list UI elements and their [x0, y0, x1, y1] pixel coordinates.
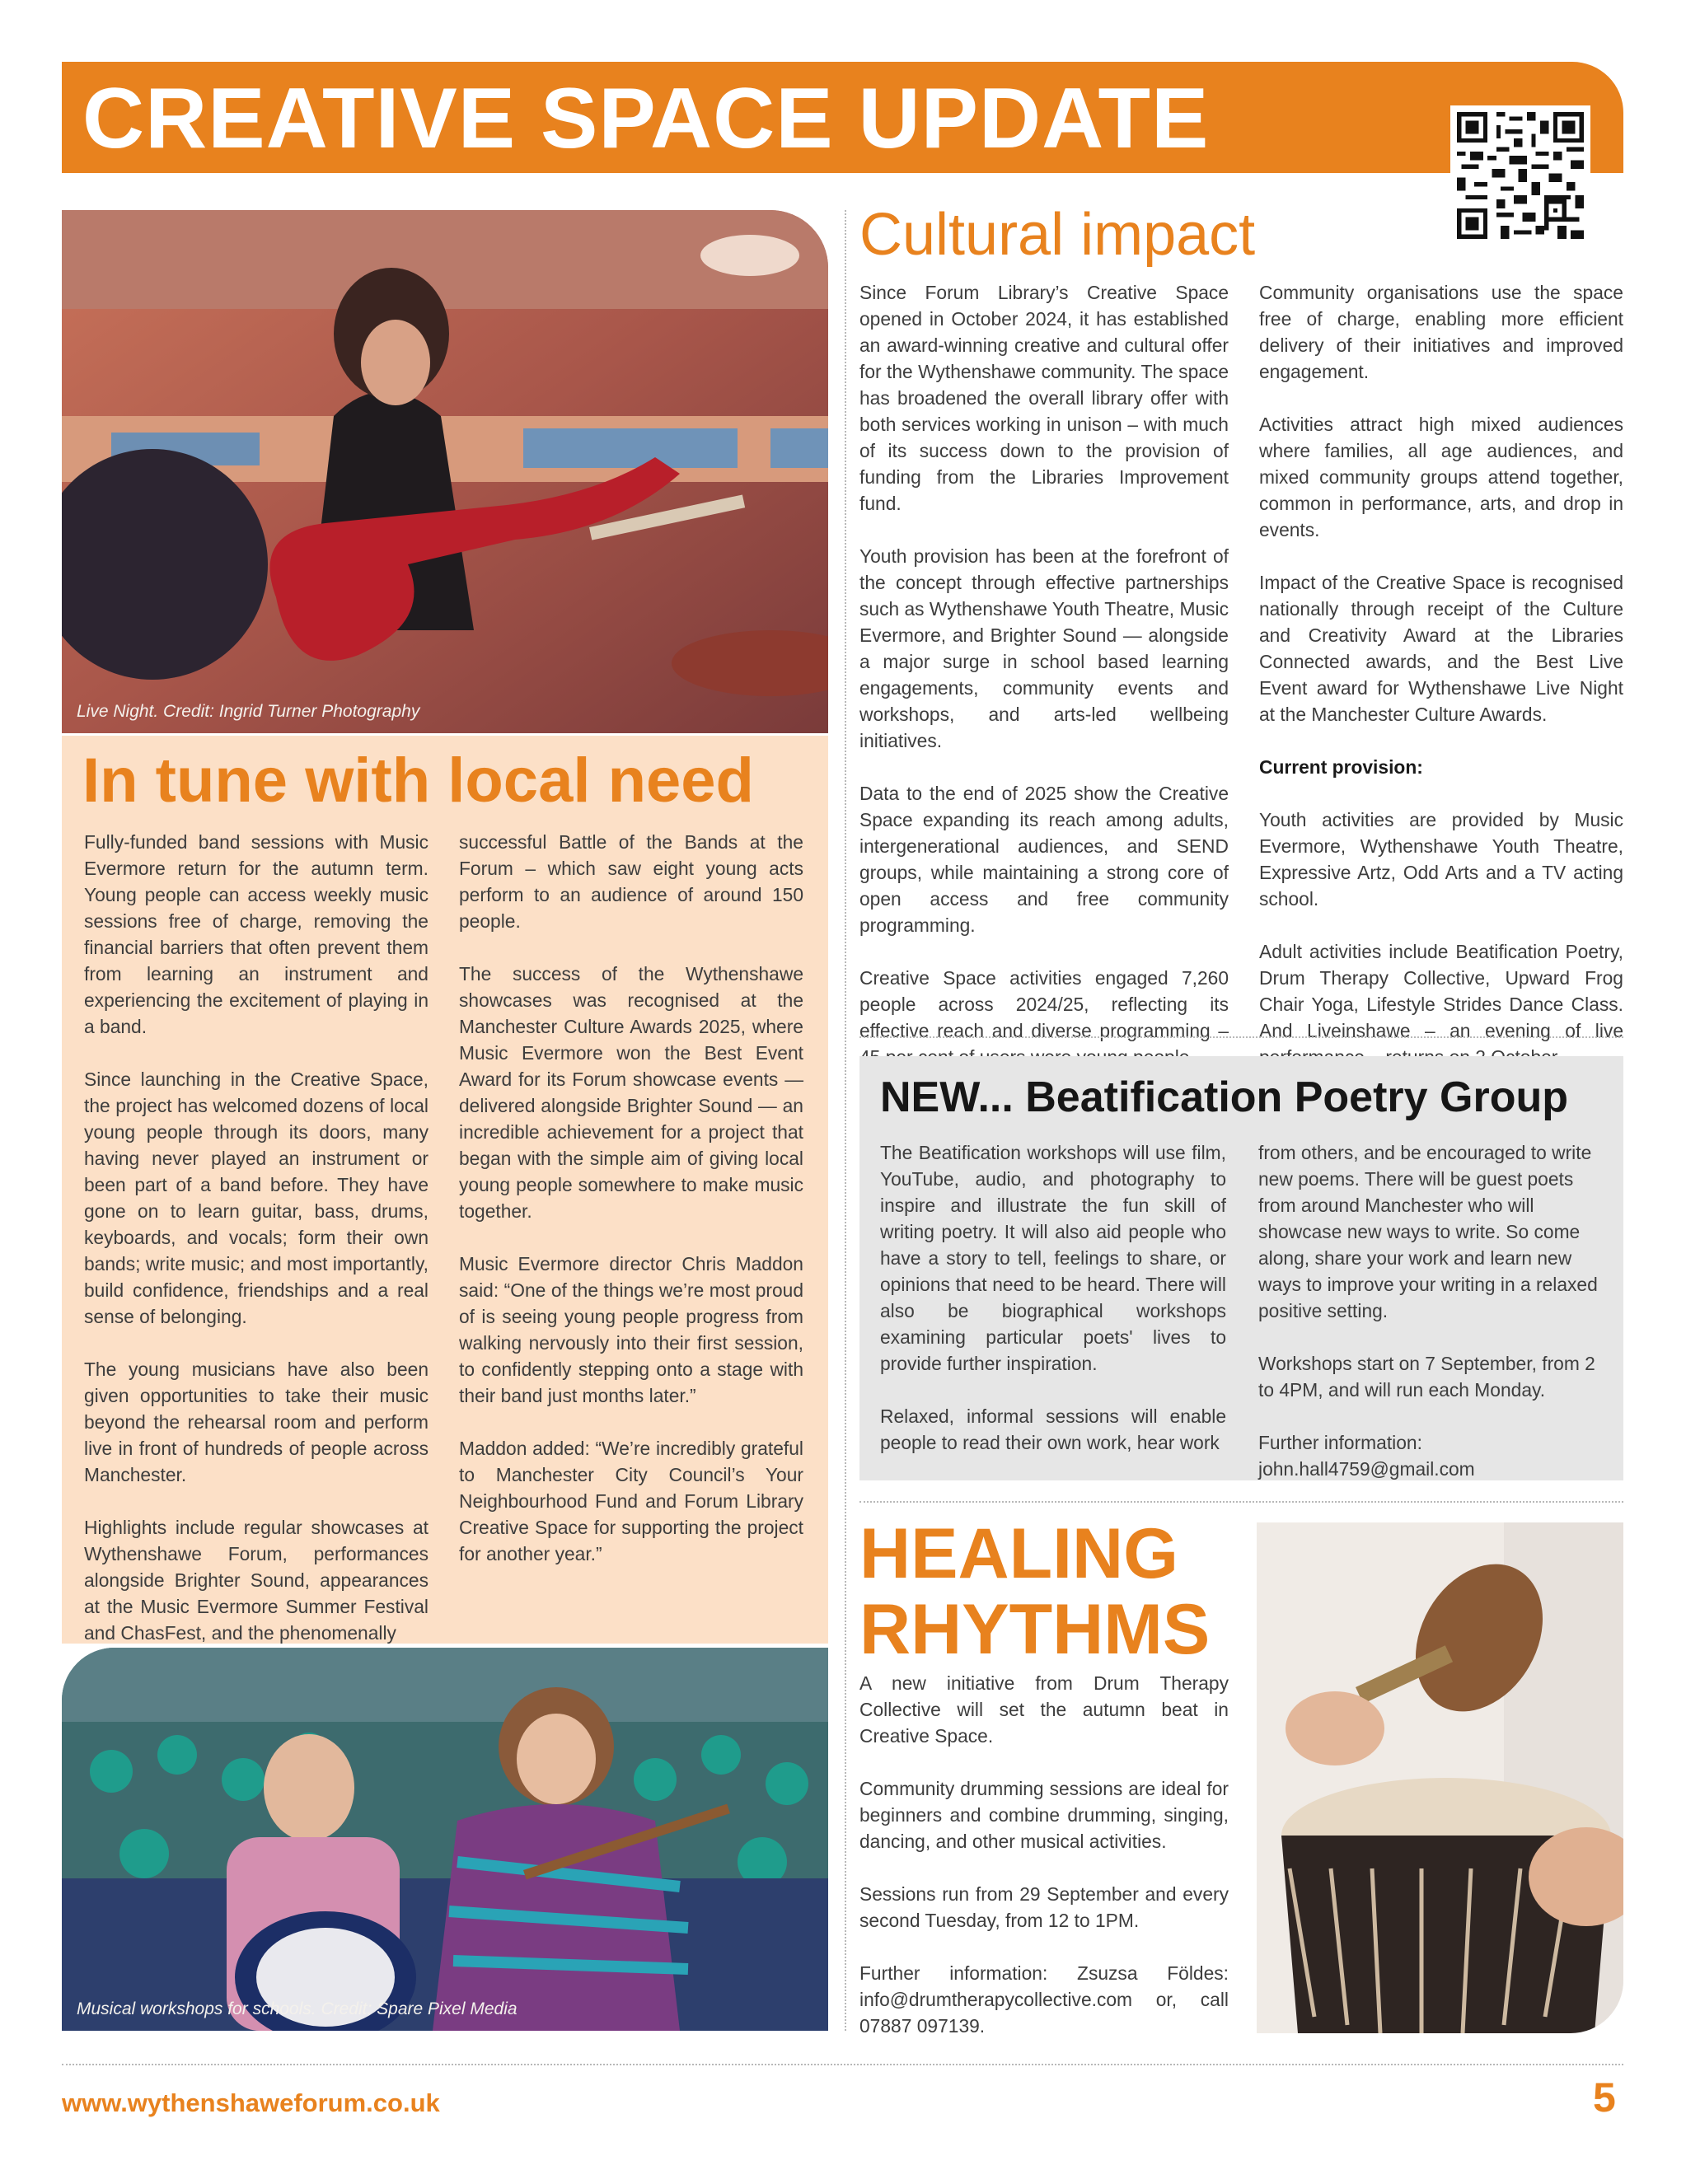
page-title: CREATIVE SPACE UPDATE: [82, 71, 1210, 166]
paragraph: successful Battle of the Bands at the Forum – which saw eight young acts perform to an audience of around 150 people.: [459, 831, 803, 932]
paragraph: The Beatification workshops will use film, YouTube, audio, and photography to inspire and illustrate the fun skill of writing poetry. It will also aid people who have a story to tell, feelings to share, or opinions that need to be heard. There will also be biographical workshops examining particular poets' lives to provide further inspiration.: [880, 1142, 1226, 1374]
paragraph: Sessions run from 29 September and every second Tuesday, from 12 to 1PM.: [859, 1883, 1229, 1931]
paragraph: Impact of the Creative Space is recognised nationally through receipt of the Culture and Creativity Award at the Libraries Connected awards, and the Best Live Event award for Wythenshawe Live Night at the Manchester Culture Awards.: [1259, 572, 1623, 725]
paragraph: Further information: Zsuzsa Földes: info@drumtherapycollective.com or, call 07887 097139.: [859, 1962, 1229, 2037]
footer-website-link[interactable]: www.wythenshaweforum.co.uk: [62, 2088, 440, 2117]
photo-caption: Live Night. Credit: Ingrid Turner Photography: [77, 702, 420, 721]
paragraph: Youth provision has been at the forefront of the concept through effective partnerships such as Wythenshawe Youth Theatre, Music Evermore, and Brighter Sound — alongside a major surge in school based learning engagements, community events and workshops, and arts-led wellbeing initiatives.: [859, 545, 1229, 751]
paragraph: Since Forum Library’s Creative Space opened in October 2024, it has established an award-winning creative and cultural offer for the Wythenshawe community. The space has broadened the overall library offer with both services working in unison – with much of its success down to the provision of funding from the Libraries Improvement fund.: [859, 282, 1229, 514]
poetry-group-heading: NEW... Beatification Poetry Group: [880, 1073, 1568, 1121]
healing-rhythms-body: [859, 1670, 1229, 2039]
local-need-column-1: [84, 829, 429, 1646]
paragraph: Highlights include regular showcases at Wythenshawe Forum, performances alongside Brighter Sound, appearances at the Music Evermore Summer Festival and ChasFest, and the phenomenally: [84, 1517, 429, 1644]
section-divider: [859, 1501, 1623, 1503]
paragraph: Relaxed, informal sessions will enable people to read their own work, hear work: [880, 1405, 1226, 1453]
live-night-photo: [62, 210, 828, 733]
paragraph: Since launching in the Creative Space, the project has welcomed dozens of local young people through its doors, many having never played an instrument or been part of a band before. They have gone on to learn guitar, bass, drums, keyboards, and vocals; form their own bands; write music; and most importantly, build confidence, friendships and a real sense of belonging.: [84, 1069, 429, 1327]
local-need-heading: In tune with local need: [82, 746, 754, 816]
workshop-photo: [62, 1648, 828, 2031]
qr-code-icon[interactable]: [1450, 105, 1590, 246]
drum-photo: [1257, 1522, 1623, 2033]
heading-line: HEALING: [859, 1514, 1178, 1593]
cultural-impact-column-1: [859, 279, 1229, 1070]
paragraph: Community organisations use the space free of charge, enabling more efficient delivery of their initiatives and improved engagement.: [1259, 282, 1623, 382]
paragraph: Adult activities include Beatification Poetry, Drum Therapy Collective, Upward Frog Chair Yoga, Lifestyle Strides Dance Class. And Liveinshawe – an evening of live: [1259, 941, 1623, 1041]
section-divider: [859, 1036, 1623, 1038]
paragraph: The success of the Wythenshawe showcases was recognised at the Manchester Culture Awards 2025, where Music Evermore won the Best Event Award for its Forum showcase events — delivered alongside Brighter Sound — an incredible achievement for a project that began with the simple aim of giving local young people somewhere to make music together.: [459, 963, 803, 1222]
poetry-group-column-1: [880, 1139, 1226, 1456]
healing-rhythms-heading: [859, 1516, 1210, 1667]
heading-line: RHYTHMS: [859, 1590, 1211, 1669]
paragraph: Music Evermore director Chris Maddon said: “One of the things we’re most proud of is seeing young people progress from walking nervously into their first session, to confidently stepping onto a stage with their band just months later.”: [459, 1253, 803, 1406]
paragraph: Youth activities are provided by Music Evermore, Wythenshawe Youth Theatre, Expressive Artz, Odd Arts and a TV acting school.: [1259, 809, 1623, 910]
paragraph: The young musicians have also been given opportunities to take their music beyond the rehearsal room and perform live in front of hundreds of people across Manchester.: [84, 1359, 429, 1485]
paragraph: from others, and be encouraged to write new poems. There will be guest poets from around Manchester who will showcase new ways to write. So come along, share your work and learn new ways to improve your writing in a relaxed positive setting.: [1258, 1142, 1598, 1321]
paragraph: A new initiative from Drum Therapy Collective will set the autumn beat in Creative Space.: [859, 1672, 1229, 1747]
paragraph: Maddon added: “We’re incredibly grateful to Manchester City Council’s Your Neighbourhood Fund and Forum Library Creative Space for supporting the project for another year.”: [459, 1438, 803, 1564]
paragraph: Data to the end of 2025 show the Creative Space expanding its reach among adults, intergenerational audiences, and SEND groups, while maintaining a strong core of open access and free community programming.: [859, 783, 1229, 936]
local-need-column-2: [459, 829, 803, 1567]
contact-email-link[interactable]: john.hall4759@gmail.com: [1258, 1458, 1475, 1480]
column-divider: [845, 210, 846, 2031]
paragraph: Fully-funded band sessions with Music Evermore return for the autumn term. Young people can access weekly music sessions free of charge, removing the financial barriers that often prevent them from learning an instrument and experiencing the excitement of playing in a band.: [84, 831, 429, 1037]
cultural-impact-heading: Cultural impact: [859, 202, 1256, 268]
paragraph: Creative Space activities engaged 7,260 people across 2024/25, reflecting its effective reach and diverse programming –: [859, 967, 1229, 1041]
poetry-group-column-2: [1258, 1139, 1604, 1482]
paragraph: Activities attract high mixed audiences where families, all age audiences, and mixed community groups attend together, common in performance, arts, and drop in events.: [1259, 414, 1623, 540]
paragraph: Workshops start on 7 September, from 2 to 4PM, and will run each Monday.: [1258, 1353, 1595, 1401]
paragraph: Community drumming sessions are ideal for beginners and combine drumming, singing, dancing, and other musical activities.: [859, 1778, 1229, 1852]
further-info-label: Further information:: [1258, 1432, 1422, 1453]
cultural-impact-column-2: [1259, 279, 1623, 1070]
footer-divider: [62, 2064, 1623, 2065]
photo-caption: Musical workshops for schools. Credit: Spare Pixel Media: [77, 1999, 518, 2018]
current-provision-heading: Current provision:: [1259, 756, 1423, 778]
page-number: 5: [1593, 2074, 1616, 2121]
